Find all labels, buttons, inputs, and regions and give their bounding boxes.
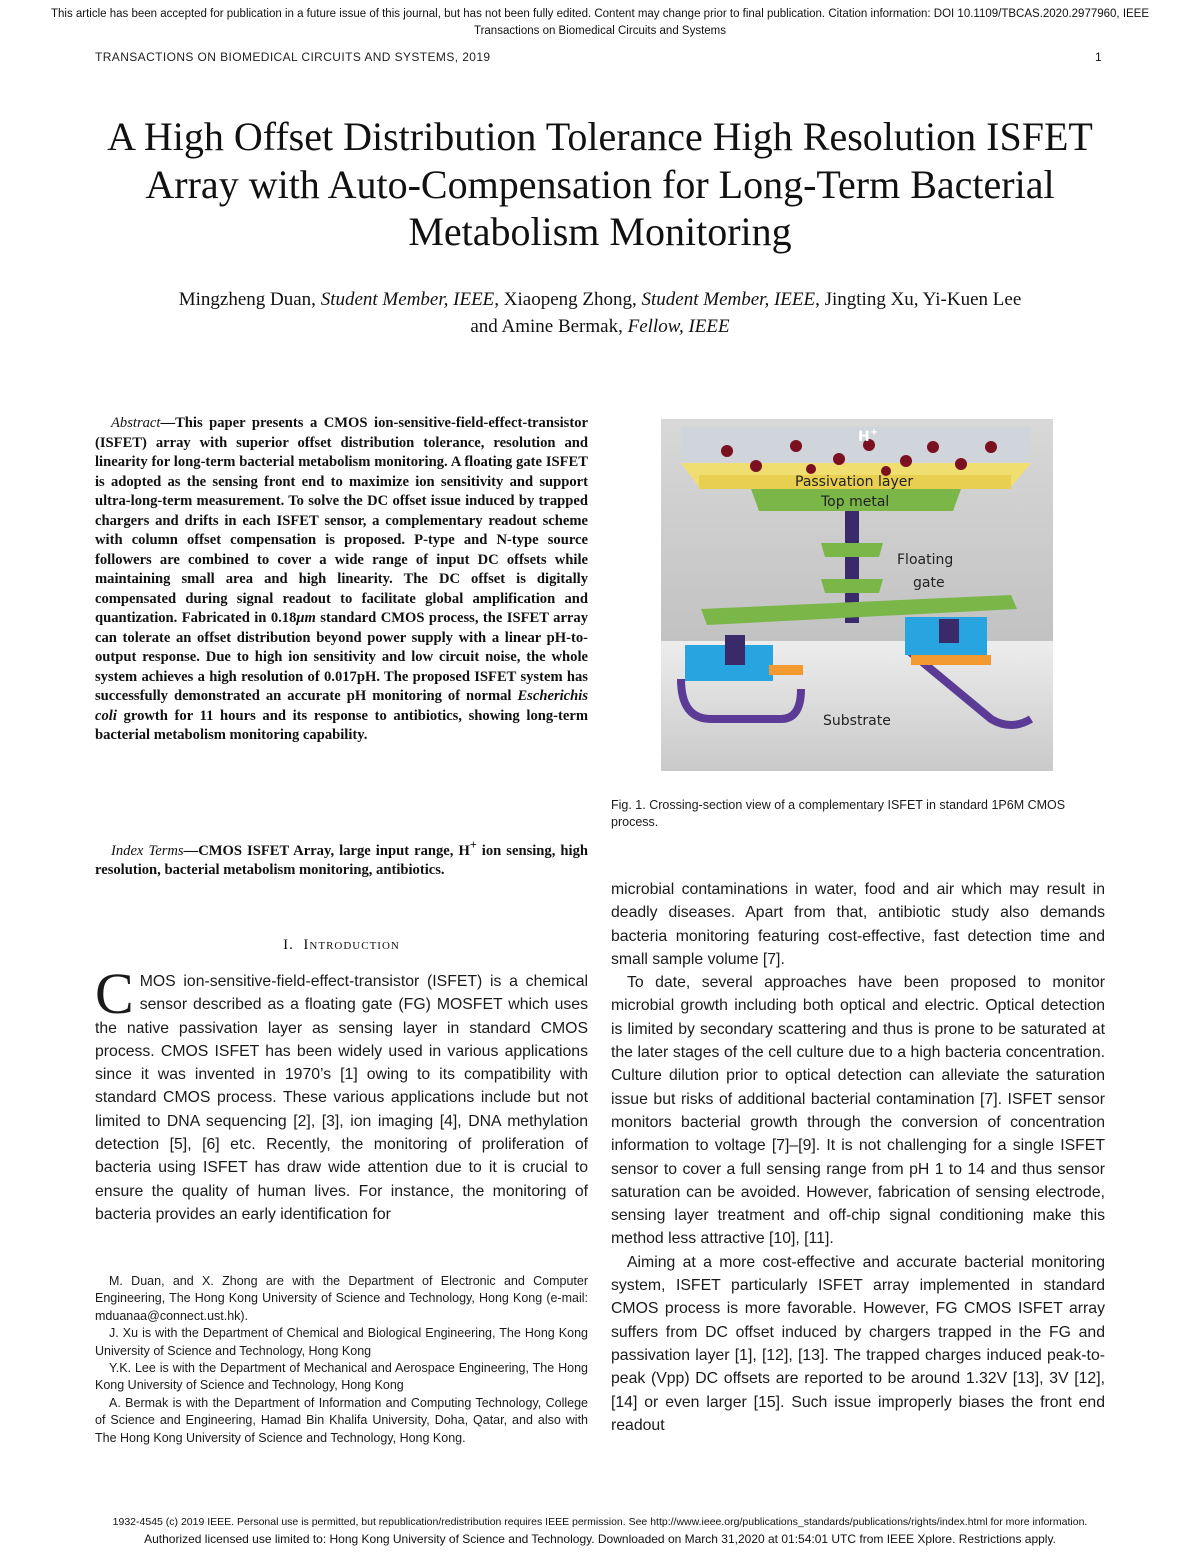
index-terms-label: Index Terms bbox=[111, 842, 184, 859]
label-top-metal: Top metal bbox=[821, 494, 890, 510]
author-2: , Xiaopeng Zhong, bbox=[494, 289, 642, 310]
abstract-micro: μm bbox=[296, 610, 316, 626]
abstract-species: Escherichis coli bbox=[95, 688, 588, 724]
intro-paragraph bbox=[95, 961, 588, 1226]
abstract bbox=[95, 414, 588, 746]
author-2-role: Student Member, IEEE bbox=[641, 289, 816, 310]
section-number: I. bbox=[283, 937, 294, 953]
author-1-role: Student Member, IEEE bbox=[320, 289, 495, 310]
index-terms-text-1: —CMOS ISFET Array, large input range, H bbox=[183, 842, 470, 859]
author-4-role: Fellow, IEEE bbox=[627, 316, 730, 337]
left-gate-contact bbox=[725, 635, 745, 665]
running-head: TRANSACTIONS ON BIOMEDICAL CIRCUITS AND SYSTEMS, 2019 bbox=[95, 50, 491, 64]
index-terms-sup: + bbox=[469, 838, 477, 852]
intro-text: MOS ion-sensitive-field-effect-transistor (ISFET) is a chemical sensor described as a floating gate (FG) MOSFET which uses the native passivation layer as sensing layer in standard CMOS process. CMOS ISFET has been widely used in various applications since it was invented in 1970’s [1] owing to its compatibility with standard CMOS process. These various applications include but not limited to DNA sequencing [2], [3], ion imaging [4], DNA methylation detection [5], [6] etc. Recently, the monitoring of proliferation of bacteria using ISFET has draw wide attention due to it is crucial to ensure the quality of human lives. For instance, the monitoring of bacteria provides an early identification for bbox=[95, 973, 588, 1223]
label-passivation: Passivation layer bbox=[795, 474, 914, 490]
page-number: 1 bbox=[1095, 50, 1102, 64]
abstract-text-1: —This paper presents a CMOS ion-sensitive-field-effect-transistor (ISFET) array with superior offset distribution tolerance, resolution and linearity for long-term bacterial metabolism monitoring. A floating gate ISFET is adopted as the sensing front end to maximize ion sensitivity and support ultra-long-term measurement. To solve the DC offset issue induced by trapped chargers and drifts in each ISFET sensor, a complementary readout scheme with column offset compensation is proposed. P-type and N-type source followers are combined to cover a wide range of input DC offsets while maintaining small area and high linearity. The DC offset is digitally compensated during signal readout to facilitate global amplification and quantization. Fabricated in 0.18 bbox=[95, 415, 588, 626]
author-1: Mingzheng Duan, bbox=[178, 289, 321, 310]
label-substrate: Substrate bbox=[823, 713, 891, 729]
right-column-body bbox=[611, 878, 1105, 1437]
label-floating: Floating bbox=[897, 552, 954, 568]
electrolyte-block bbox=[681, 427, 1031, 463]
footnote-2: J. Xu is with the Department of Chemical and Biological Engineering, The Hong Kong University of Science and Technology, Hong Kong bbox=[95, 1326, 588, 1358]
copyright-footer: 1932-4545 (c) 2019 IEEE. Personal use is permitted, but republication/redistribution requires IEEE permission. See http://www.ieee.org/publications_standards/publications/rights/index.html for more information. bbox=[112, 1516, 1088, 1528]
author-3: , Jingting Xu, Yi-Kuen Lee bbox=[815, 289, 1022, 310]
section-title: Introduction bbox=[303, 937, 400, 953]
banner-line-2: Transactions on Biomedical Circuits and Systems bbox=[473, 25, 727, 37]
author-list bbox=[90, 286, 1110, 340]
author-footnotes bbox=[95, 1273, 588, 1447]
section-heading bbox=[95, 937, 588, 954]
abstract-label: Abstract bbox=[111, 415, 161, 431]
figure-1-caption: Fig. 1. Crossing-section view of a complementary ISFET in standard 1P6M CMOS process. bbox=[611, 798, 1066, 829]
footnote-1: M. Duan, and X. Zhong are with the Department of Electronic and Computer Engineering, The Hong Kong University of Science and Technology, Hong Kong (e-mail: mduanaa@connect.ust.hk). bbox=[95, 1274, 588, 1323]
abstract-text-2: standard CMOS process, the ISFET array can tolerate an offset distribution beyond power supply with a linear pH-to-output response. Due to high ion sensitivity and low circuit noise, the whole system achieves a high resolution of 0.017pH. The proposed ISFET system has successfully demonstrated an accurate pH monitoring of normal bbox=[95, 610, 588, 704]
figure-1-image bbox=[661, 419, 1053, 771]
journal-banner bbox=[0, 6, 1200, 40]
abstract-text-3: growth for 11 hours and its response to antibiotics, showing long-term bacterial metabolism monitoring capability. bbox=[95, 707, 588, 743]
footnote-4: A. Bermak is with the Department of Information and Computing Technology, College of Science and Engineering, Hamad Bin Khalifa University, Doha, Qatar, and also with The Hong Kong University of Science and Technology, Hong Kong. bbox=[95, 1395, 588, 1445]
drop-cap: C bbox=[95, 961, 134, 1026]
index-terms bbox=[95, 836, 588, 881]
right-source bbox=[911, 655, 991, 665]
right-paragraph-2: To date, several approaches have been proposed to monitor microbial growth including both optical and electric. Optical detection is limited by secondary scattering and thus is prone to be saturated at the later stages of the cell culture due to a high bacteria concentration. Culture dilution prior to optical detection can alleviate the saturation issue but risks of additional bacterial contamination [7]. ISFET sensor monitors bacterial growth through the conversion of concentration information to voltage [7]–[9]. It is not challenging for a single ISFET sensor to cover a full sensing range from pH 1 to 14 and thus sensor saturation can be avoided. However, fabrication of sensing electrode, sensing layer treatment and off-chip signal conditioning make this method less attractive [10], [11]. bbox=[611, 974, 1105, 1248]
right-gate-contact bbox=[939, 619, 959, 643]
label-gate: gate bbox=[913, 575, 945, 591]
license-footer: Authorized licensed use limited to: Hong Kong University of Science and Technology. Downloaded on March 31,2020 at 01:54:01 UTC from IEEE Xplore. Restrictions apply. bbox=[144, 1532, 1056, 1546]
right-paragraph-3: Aiming at a more cost-effective and accurate bacterial monitoring system, ISFET particularly ISFET array implemented in standard CMOS process is more favorable. However, FG CMOS ISFET array suffers from DC offset induced by chargers trapped in the FG and passivation layer [1], [12], [13]. The trapped charges induced peak-to-peak (Vpp) DC offsets are reported to be around 1.32V [13], 3V [12], [14] or even larger [15]. Such issue improperly biases the front end readout bbox=[611, 1253, 1105, 1434]
isfet-cross-section-diagram bbox=[661, 419, 1053, 771]
right-paragraph-1: microbial contaminations in water, food and air which may result in deadly diseases. Apart from that, antibiotic study also demands bacteria monitoring featuring cost-effective, fast detection time and small sample volume [7]. bbox=[611, 881, 1105, 968]
author-4: and Amine Bermak, bbox=[470, 316, 628, 337]
metal-plate-1 bbox=[821, 543, 883, 557]
label-h: H+ bbox=[858, 427, 879, 445]
paper-title: A High Offset Distribution Tolerance High Resolution ISFET Array with Auto-Compensation for Long-Term Bacterial Metabolism Monitoring bbox=[107, 114, 1093, 254]
left-source bbox=[769, 665, 803, 675]
banner-line-1: This article has been accepted for publication in a future issue of this journal, but has not been fully edited. Content may change prior to final publication. Citation information: DOI 10.1109/TBCAS.2020.2977960, IEEE bbox=[50, 8, 1150, 20]
index-terms-text-2: ion sensing, high resolution, bacterial metabolism monitoring, antibiotics. bbox=[95, 842, 588, 879]
metal-plate-2 bbox=[821, 579, 883, 593]
footnote-3: Y.K. Lee is with the Department of Mechanical and Aerospace Engineering, The Hong Kong University of Science and Technology, Hong Kong bbox=[95, 1361, 588, 1393]
